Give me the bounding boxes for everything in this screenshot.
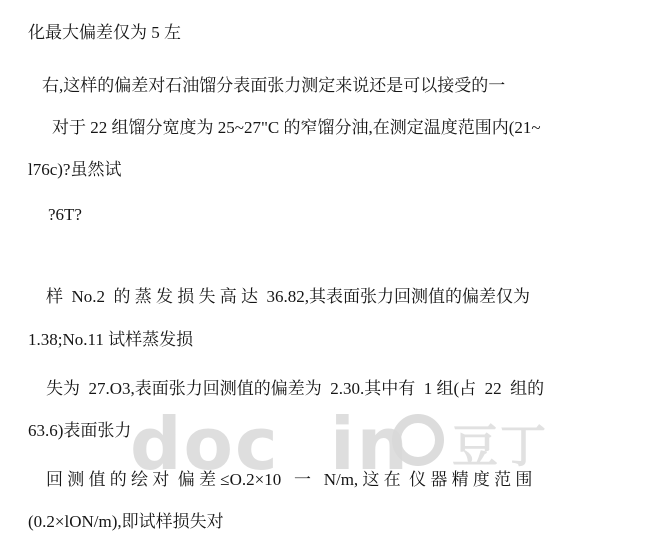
document-text-line: 样 No.2 的 蒸 发 损 失 高 达 36.82,其表面张力回测值的偏差仅为 — [46, 287, 531, 306]
watermark — [0, 392, 650, 522]
document-text-line: 对于 22 组馏分宽度为 25~27"C 的窄馏分油,在测定温度范围内(21~ — [52, 118, 541, 137]
document-text-line: l76c)?虽然试 — [28, 160, 122, 179]
watermark-word-cn: 豆丁 — [452, 419, 548, 473]
document-text-line: 1.38;No.11 试样蒸发损 — [28, 330, 194, 349]
document-text-line: 化最大偏差仅为 5 左 — [28, 23, 181, 42]
document-text-line: 回 测 值 的 绘 对 偏 差 ≤O.2×10 一 N/m, 这 在 仪 器 精 度 范 围 — [46, 470, 533, 489]
document-text-line: ?6T? — [48, 205, 82, 224]
watermark-word-in: in — [330, 402, 410, 486]
document-text-line: 右,这样的偏差对石油馏分表面张力测定来说还是可以接受的一 — [42, 76, 506, 95]
document-text-line: (0.2×lON/m),即试样损失对 — [28, 512, 224, 531]
document-text-line: 63.6)表面张力 — [28, 421, 132, 440]
watermark-word-doc: doc — [130, 402, 280, 486]
circle-ring-icon — [392, 414, 444, 466]
document-text-line: 失为 27.O3,表面张力回测值的偏差为 2.30.其中有 1 组(占 22 组的 — [46, 379, 545, 398]
